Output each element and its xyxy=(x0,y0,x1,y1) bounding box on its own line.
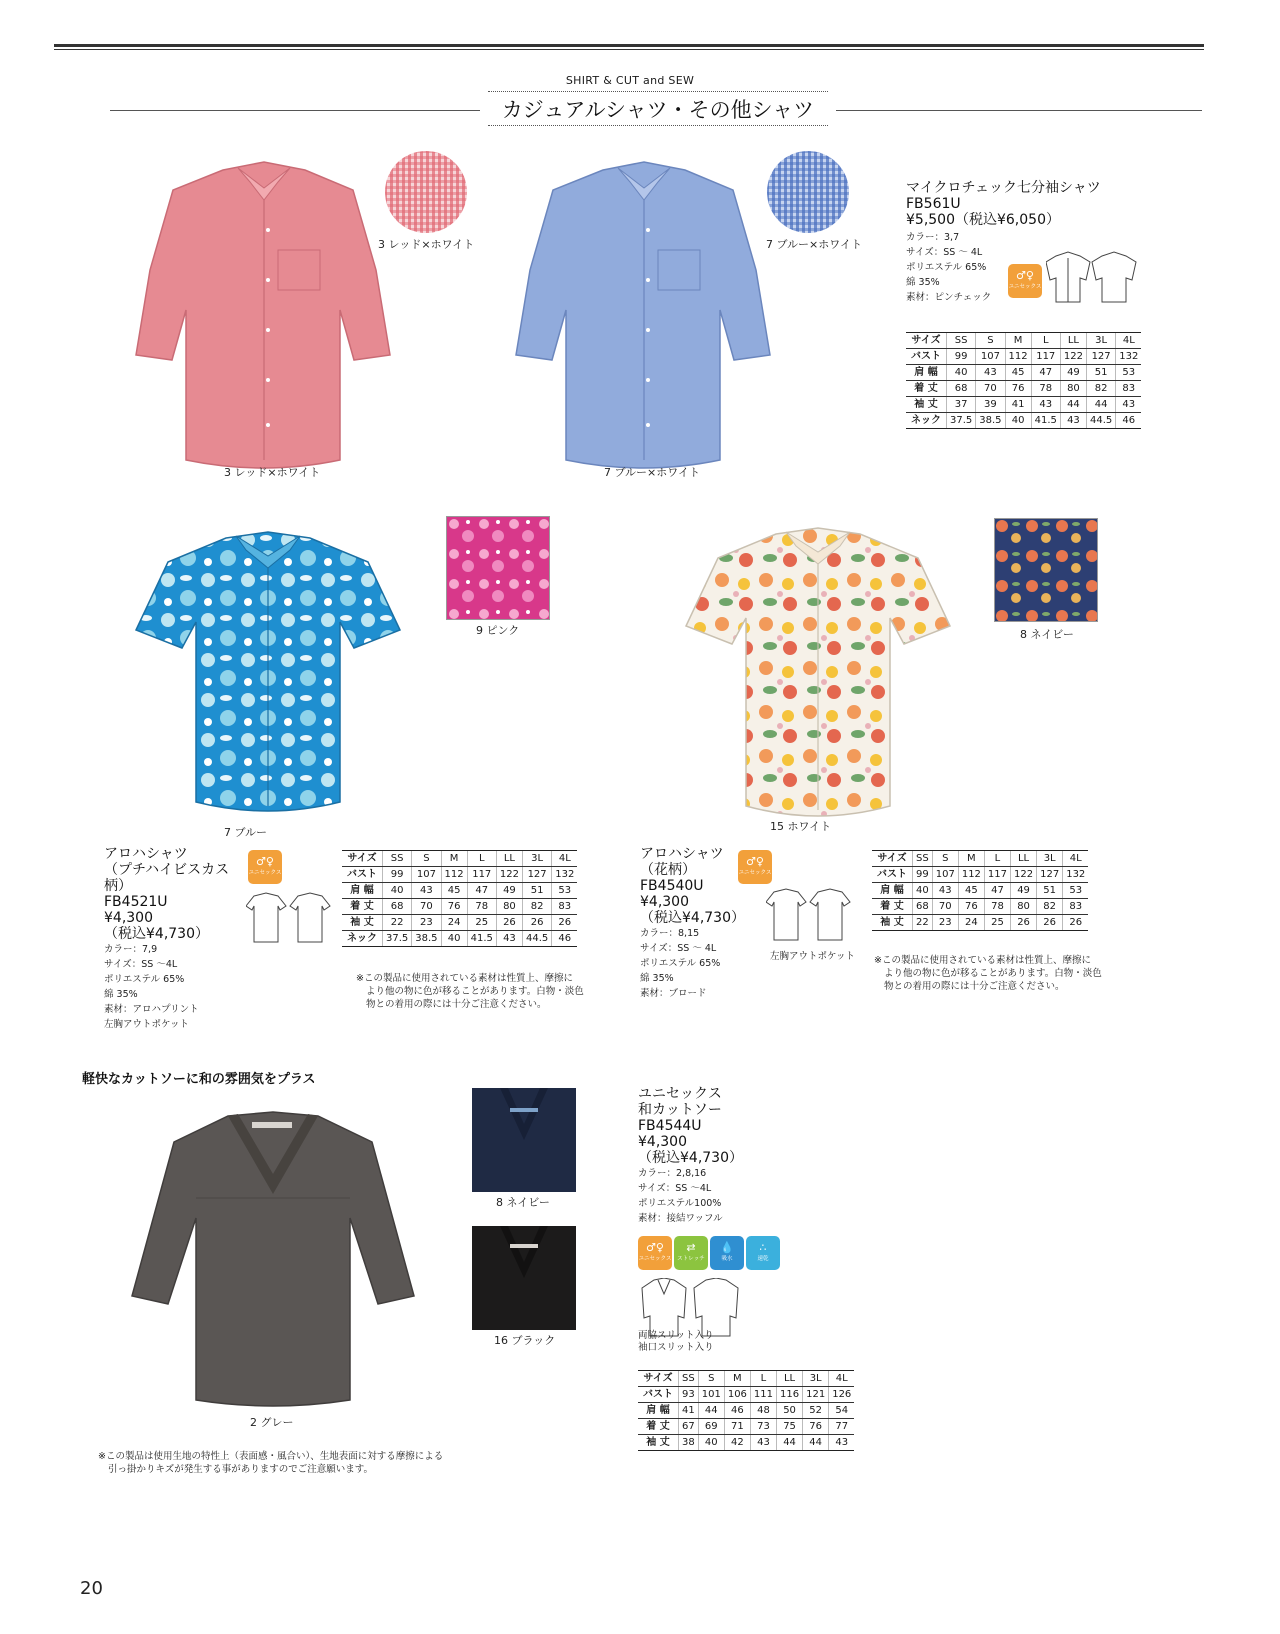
spec-line: サイズ：SS ～4L xyxy=(104,959,178,970)
shirt-line-drawing xyxy=(1046,250,1138,306)
unisex-icon: ♂♀ xyxy=(256,855,274,868)
product4-price-2: （税込¥4,730） xyxy=(638,1150,743,1166)
product4-code: FB4544U xyxy=(638,1118,702,1134)
table-row: 着 丈 68 70 76 78 80 82 83 xyxy=(906,381,1141,397)
absorb-badge: 💧 吸水 xyxy=(710,1236,744,1270)
spec-line: 素材：ピンチェック xyxy=(906,292,992,303)
spec-line: カラー：2,8,16 xyxy=(638,1168,707,1179)
swatch-caption-red: 3 レッド×ホワイト xyxy=(378,238,475,251)
product3-price-1: ¥4,300 xyxy=(640,894,689,910)
product4-name-2: 和カットソー xyxy=(638,1102,722,1118)
table-row: バスト 93 101 106 111 116 121 126 xyxy=(638,1387,854,1403)
table-row: 袖 丈 38 40 42 43 44 44 43 xyxy=(638,1435,854,1451)
table-row: バスト 99 107 112 117 122 127 132 xyxy=(906,349,1141,365)
aloha-line-drawing xyxy=(246,892,332,946)
spec-line: 素材：ブロード xyxy=(640,988,707,999)
swatch-caption-black: 16 ブラック xyxy=(494,1334,556,1347)
spec-line: 綿 35% xyxy=(104,989,138,1000)
spec-line: 素材：アロハプリント xyxy=(104,1004,199,1015)
black-cutsew-swatch xyxy=(472,1226,576,1330)
product1-size-table xyxy=(906,332,1141,429)
spec-line: カラー：3,7 xyxy=(906,232,960,243)
product3-name-2: （花柄） xyxy=(640,862,696,878)
water-drop-icon: 💧 xyxy=(720,1241,734,1254)
cutsew-line-drawing xyxy=(640,1278,740,1338)
unisex-badge: ♂♀ ユニセックス xyxy=(248,850,282,884)
product4-specs xyxy=(638,1166,818,1226)
stretch-icon: ⇄ xyxy=(686,1241,696,1254)
unisex-icon: ♂♀ xyxy=(646,1241,664,1254)
aloha-navy-swatch xyxy=(994,518,1098,622)
spec-line: サイズ：SS ～ 4L xyxy=(640,943,717,954)
product1-name: マイクロチェック七分袖シャツ xyxy=(906,180,1101,196)
table-row: 着 丈 67 69 71 73 75 76 77 xyxy=(638,1419,854,1435)
spec-line: 綿 35% xyxy=(906,277,940,288)
product1-price: ¥5,500（税込¥6,050） xyxy=(906,212,1060,228)
gray-cutsew-photo xyxy=(128,1108,418,1412)
spec-line: ポリエステル 65% xyxy=(640,958,721,969)
spec-line: ポリエステル100% xyxy=(638,1198,722,1209)
red-check-swatch xyxy=(384,150,468,234)
section-eyebrow: SHIRT & CUT and SEW xyxy=(565,74,695,87)
product4-name-1: ユニセックス xyxy=(638,1086,722,1102)
photo-caption-blue: 7 ブルー×ホワイト xyxy=(604,466,700,479)
product2-name-2: （プチハイビスカス柄） xyxy=(104,862,230,894)
table-row: 袖 丈 22 23 24 25 26 26 26 xyxy=(872,915,1088,931)
top-rule-thin xyxy=(54,49,1204,50)
table-row: サイズ SS S M L LL 3L 4L xyxy=(872,851,1088,867)
table-row: 着 丈 68 70 76 78 80 82 83 xyxy=(342,899,577,915)
table-row: サイズ SS S M L LL 3L 4L xyxy=(342,851,577,867)
stretch-badge: ⇄ ストレッチ xyxy=(674,1236,708,1270)
spec-line: 素材：接結ワッフル xyxy=(638,1213,723,1224)
product2-care-note: ※この製品に使用されている素材は性質上、摩擦に より他の物に色が移ることがあります。白物・淡色 物との着用の際には十分ご注意ください。 xyxy=(356,973,584,1010)
title-dotted-rule-top xyxy=(488,91,828,92)
product2-name-1: アロハシャツ xyxy=(104,846,188,862)
product4-subhead: 軽快なカットソーに和の雰囲気をプラス xyxy=(82,1072,316,1087)
top-rule xyxy=(54,44,1204,47)
product3-specs xyxy=(640,926,760,1001)
title-rule-right xyxy=(836,110,1202,111)
unisex-icon: ♂♀ xyxy=(1016,269,1034,282)
table-row: 肩 幅 40 43 45 47 49 51 53 xyxy=(906,365,1141,381)
unisex-icon: ♂♀ xyxy=(746,855,764,868)
aloha-white-shirt-photo xyxy=(668,526,968,826)
product1-code: FB561U xyxy=(906,196,961,212)
product4-price-1: ¥4,300 xyxy=(638,1134,687,1150)
product2-info xyxy=(104,846,244,1032)
table-row: 袖 丈 37 39 41 43 44 44 43 xyxy=(906,397,1141,413)
product2-price-2: （税込¥4,730） xyxy=(104,926,209,942)
title-dotted-rule-bottom xyxy=(488,125,828,126)
table-row: 袖 丈 22 23 24 25 26 26 26 xyxy=(342,915,577,931)
table-row: バスト 99 107 112 117 122 127 132 xyxy=(872,867,1088,883)
quick-dry-icon: ∴ xyxy=(759,1241,767,1254)
table-row: サイズ SS S M L LL 3L 4L xyxy=(906,333,1141,349)
photo-caption-red: 3 レッド×ホワイト xyxy=(224,466,321,479)
aloha-blue-shirt-photo xyxy=(118,530,418,820)
page-number: 20 xyxy=(80,1578,103,1599)
unisex-badge: ♂♀ ユニセックス xyxy=(638,1236,672,1270)
spec-line: 左胸アウトポケット xyxy=(104,1019,190,1030)
blue-shirt-photo xyxy=(508,160,780,476)
product4-size-table xyxy=(638,1370,854,1451)
product2-size-table xyxy=(342,850,577,947)
photo-caption-white-aloha: 15 ホワイト xyxy=(770,820,832,833)
spec-line: サイズ：SS ～4L xyxy=(638,1183,712,1194)
photo-caption-blue-aloha: 7 ブルー xyxy=(224,826,268,839)
swatch-caption-blue: 7 ブルー×ホワイト xyxy=(766,238,862,251)
table-row: 肩 幅 41 44 46 48 50 52 54 xyxy=(638,1403,854,1419)
product3-size-table xyxy=(872,850,1088,931)
spec-line: カラー：7,9 xyxy=(104,944,158,955)
product3-name-1: アロハシャツ xyxy=(640,846,724,862)
product4-care-note: ※この製品は使用生地の特性上（表面感・風合い）、生地表面に対する摩擦による 引っ掛かりキズが発生する事がありますのでご注意願います。 xyxy=(98,1451,444,1475)
pocket-note: 左胸アウトポケット xyxy=(770,951,856,962)
product2-price-1: ¥4,300 xyxy=(104,910,153,926)
spec-line: ポリエステル 65% xyxy=(906,262,987,273)
section-title: カジュアルシャツ・その他シャツ xyxy=(501,98,815,122)
table-row: ネック 37.5 38.5 40 41.5 43 44.5 46 xyxy=(342,931,577,947)
swatch-caption-navy: 8 ネイビー xyxy=(496,1196,550,1209)
table-row: サイズ SS S M L LL 3L 4L xyxy=(638,1371,854,1387)
title-rule-left xyxy=(110,110,480,111)
aloha-pink-swatch xyxy=(446,516,550,620)
product3-care-note: ※この製品に使用されている素材は性質上、摩擦に より他の物に色が移ることがあります。白物・淡色 物との着用の際には十分ご注意ください。 xyxy=(874,955,1102,992)
table-row: 肩 幅 40 43 45 47 49 51 53 xyxy=(872,883,1088,899)
photo-caption-gray: 2 グレー xyxy=(250,1416,294,1429)
swatch-caption-pink: 9 ピンク xyxy=(476,624,520,637)
blue-check-swatch xyxy=(766,150,850,234)
table-row: 着 丈 68 70 76 78 80 82 83 xyxy=(872,899,1088,915)
product2-specs xyxy=(104,942,244,1032)
unisex-badge: ♂♀ ユニセックス xyxy=(738,850,772,884)
spec-line: 綿 35% xyxy=(640,973,674,984)
quickdry-badge: ∴ 速乾 xyxy=(746,1236,780,1270)
aloha-floral-line-drawing xyxy=(766,888,852,944)
slit-notes: 両脇スリット入り 袖口スリット入り xyxy=(638,1330,714,1353)
spec-line: ポリエステル 65% xyxy=(104,974,185,985)
spec-line: サイズ：SS ～ 4L xyxy=(906,247,983,258)
table-row: バスト 99 107 112 117 122 127 132 xyxy=(342,867,577,883)
swatch-caption-navy-aloha: 8 ネイビー xyxy=(1020,628,1074,641)
spec-line: カラー：8,15 xyxy=(640,928,700,939)
red-shirt-photo xyxy=(128,160,400,476)
table-row: 肩 幅 40 43 45 47 49 51 53 xyxy=(342,883,577,899)
unisex-badge: ♂♀ ユニセックス xyxy=(1008,264,1042,298)
product4-info xyxy=(638,1086,818,1226)
product3-price-2: （税込¥4,730） xyxy=(640,910,745,926)
navy-cutsew-swatch xyxy=(472,1088,576,1192)
product2-code: FB4521U xyxy=(104,894,168,910)
table-row: ネック 37.5 38.5 40 41.5 43 44.5 46 xyxy=(906,413,1141,429)
product3-code: FB4540U xyxy=(640,878,704,894)
